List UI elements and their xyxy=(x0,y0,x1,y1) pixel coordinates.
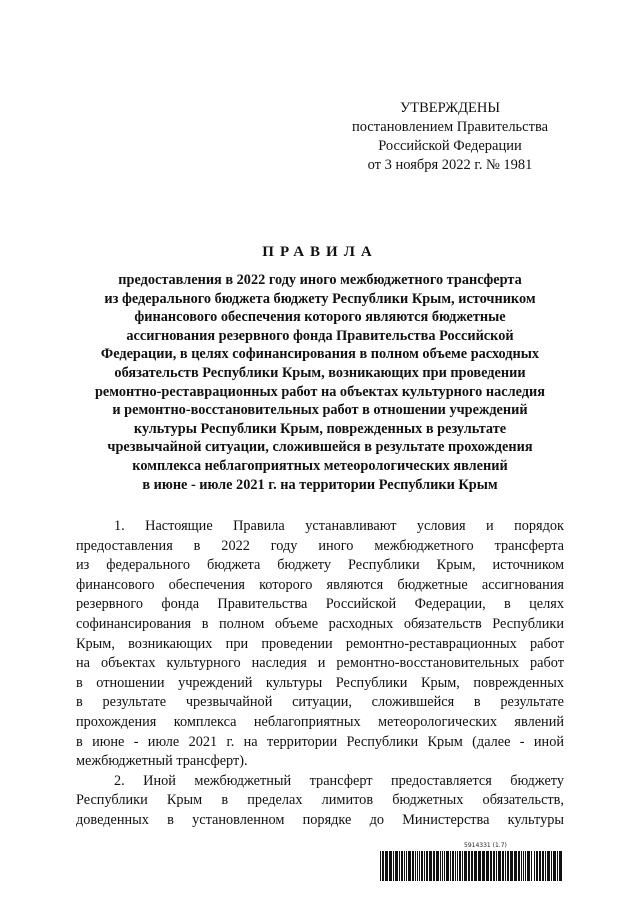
body-line: Республики Крым в пределах лимитов бюджетных обязательств, xyxy=(76,792,564,809)
body-line: доведенных в установленном порядке до Министерства культуры xyxy=(76,811,564,828)
subtitle-line: из федерального бюджета бюджету Республики Крым, источником xyxy=(104,290,536,307)
subtitle-line: чрезвычайной ситуации, сложившейся в результате прохождения xyxy=(107,439,533,456)
paragraph-1 xyxy=(76,517,564,772)
body-line: финансового обеспечения которого являются бюджетные ассигнования xyxy=(76,576,564,593)
paragraph-2 xyxy=(76,772,564,831)
subtitle-line: обязательств Республики Крым, возникающих при проведении xyxy=(114,364,526,381)
body-line: в результате чрезвычайной ситуации, сложившейся в результате xyxy=(76,694,564,711)
subtitle-line: в июне - июле 2021 г. на территории Республики Крым xyxy=(142,476,498,493)
approval-heading: УТВЕРЖДЕНЫ xyxy=(399,100,501,116)
body-line: 2. Иной межбюджетный трансферт предоставляется бюджету xyxy=(114,772,564,789)
body-line: в отношении учреждений культуры Республики Крым, поврежденных xyxy=(76,674,564,691)
subtitle-line: ремонтно-реставрационных работ на объектах культурного наследия xyxy=(94,383,546,400)
approval-stamp xyxy=(330,99,570,175)
document-body xyxy=(76,517,564,831)
approval-line-date: от 3 ноября 2022 г. № 1981 xyxy=(367,157,533,173)
barcode-label: 5914331 (1.7) xyxy=(464,842,507,849)
subtitle-line: ассигнования резервного фонда Правительства Российской xyxy=(126,327,514,344)
approval-line-federation: Российской Федерации xyxy=(378,138,522,154)
document-subtitle xyxy=(60,271,580,494)
body-line: межбюджетный трансферт). xyxy=(76,753,248,770)
body-line: резервного фонда Правительства Российской Федерации, в целях xyxy=(76,596,564,613)
body-line: предоставления в 2022 году иного межбюджетного трансферта xyxy=(76,537,564,554)
body-line: 1. Настоящие Правила устанавливают условия и порядок xyxy=(114,518,564,534)
body-line: софинансирования в полном объеме расходных обязательств Республики xyxy=(76,615,564,632)
subtitle-line: предоставления в 2022 году иного межбюджетного трансферта xyxy=(118,272,522,288)
approval-line-resolution: постановлением Правительства xyxy=(351,119,549,135)
body-line: в июне - июле 2021 г. на территории Республики Крым (далее - иной xyxy=(76,733,564,750)
body-line: прохождения комплекса неблагоприятных метеорологических явлений xyxy=(76,713,564,730)
barcode-icon xyxy=(380,851,565,881)
subtitle-line: комплекса неблагоприятных метеорологических явлений xyxy=(132,457,508,474)
body-line: Крым, возникающих при проведении ремонтно-реставрационных работ xyxy=(76,635,564,652)
subtitle-line: Федерации, в целях софинансирования в полном объеме расходных xyxy=(100,346,540,363)
document-title: ПРАВИЛА xyxy=(262,244,378,260)
body-line: на объектах культурного наследия и ремонтно-восстановительных работ xyxy=(76,655,564,672)
body-line: из федерального бюджета бюджету Республики Крым, источником xyxy=(76,557,564,574)
barcode xyxy=(380,842,565,886)
subtitle-line: финансового обеспечения которого являются бюджетные xyxy=(134,309,506,326)
subtitle-line: культуры Республики Крым, поврежденных в результате xyxy=(133,420,507,437)
subtitle-line: и ремонтно-восстановительных работ в отношении учреждений xyxy=(112,402,528,419)
